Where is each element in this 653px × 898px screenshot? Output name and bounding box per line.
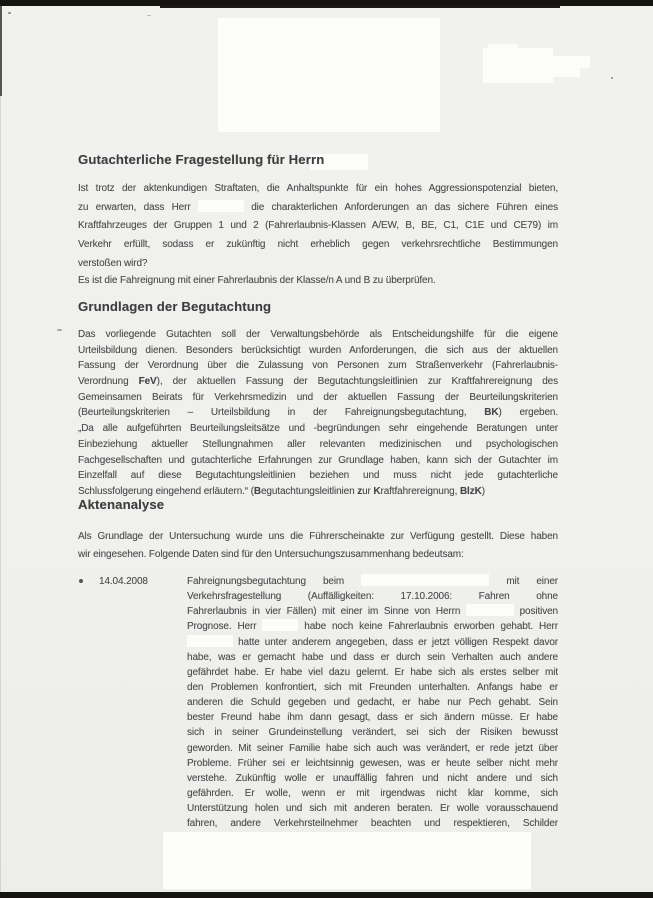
paragraph-grundlagen [78, 327, 558, 500]
text-line [78, 199, 558, 218]
text-segment: ur [362, 485, 374, 497]
text-segment: hatte unter anderem angegeben, dass er jetzt völligen Respekt davor [238, 636, 558, 648]
text-segment: ) [481, 485, 485, 497]
text-line [187, 604, 558, 619]
text-segment: raftfahrereignung, [380, 485, 460, 497]
text-segment: positiven [519, 606, 558, 618]
text-segment: die charakterlichen Anforderungen an das sichere Führen eines [251, 201, 558, 213]
text-line [187, 619, 558, 634]
text-segment: egutachtungsleitlinien [260, 485, 358, 497]
text-line: sich in seiner Grundeinstellung verändert, sei sich der Risiken bewusst [187, 727, 558, 739]
heading-aktenanalyse: Aktenanalyse [78, 497, 165, 512]
text-segment: Fahrerlaubnis in vier Fällen) mit einer im Sinne von Herrn [187, 606, 461, 618]
text-line: wir eingesehen. Folgende Daten sind für den Untersuchungszusammenhang bedeutsam: [78, 548, 464, 560]
redaction-inline-name [198, 200, 244, 212]
text-segment: Fahreignungsbegutachtung beim [187, 576, 345, 587]
scan-speck [8, 12, 11, 14]
text-line: geworden. Mit seiner Familie habe sich auch was verändert, er rede jetzt über [187, 742, 558, 754]
text-line: habe, was er gemacht habe und dass er durch sein Verhalten auch andere [187, 651, 558, 663]
text-segment: habe noch keine Fahrerlaubnis erworben gehabt. Herr [304, 621, 558, 633]
text-line: verstehe. Zukünftig wolle er unauffällig fahren und nicht andere und sich [187, 772, 558, 784]
text-line: den Problemen konfrontiert, sich mit Freunden unterhalten. Anfangs habe er [187, 681, 558, 693]
text-line: verstoßen wird? [78, 257, 148, 269]
text-line: Urteilsbildung dienen. Besonders berücksichtigt wurden Anforderungen, die sich aus der aktuellen [78, 344, 558, 356]
text-segment: Schlussfolgerung eingehend erläutern.“ ( [78, 485, 254, 497]
redaction-inline-name [187, 635, 233, 647]
redaction-box-letterhead [218, 18, 440, 132]
text-line: Kraftfahrzeuges der Gruppen 1 und 2 (Fahrerlaubnis-Klassen A/EW, B, BE, C1, C1E und CE79) im [78, 220, 558, 232]
entry-date: 14.04.2008 [99, 576, 148, 587]
redaction-box-address [553, 56, 590, 68]
text-line: Als Grundlage der Untersuchung wurde uns die Führerscheinakte zur Verfügung gestellt. Diese haben [78, 531, 558, 542]
abbreviation-bk: BK [484, 407, 499, 419]
record-entry [78, 574, 558, 831]
entry-text [187, 574, 558, 831]
text-line [187, 574, 558, 589]
paragraph-fragestellung [78, 180, 558, 273]
text-segment: Verordnung [78, 376, 139, 388]
text-line: Probleme. Früher sei er leichtsinnig gewesen, was er heute selber nicht mehr [187, 757, 558, 769]
redaction-box-address [553, 68, 580, 77]
redaction-inline-authority [361, 574, 489, 586]
scan-speck [57, 329, 62, 331]
text-line: bester Freund habe ihm dann gesagt, dass er sich ändern müsse. Er habe [187, 712, 558, 724]
text-segment: ), der aktuellen Fassung der Begutachtungsleitlinien zur Kraftfahrereignung des [156, 376, 558, 388]
text-line [78, 374, 558, 390]
text-line: „Da alle aufgeführten Beurteilungsleitsätze und -begründungen sehr eingehende Beratungen unter [78, 423, 558, 435]
text-segment: Prognose. Herr [187, 621, 257, 633]
text-line [187, 635, 558, 650]
text-line: gefährdet habe. Er habe viel dazu gelernt. Er habe sich als erstes selber mit [187, 666, 558, 678]
text-line: Ist trotz der aktenkundigen Straftaten, die Anhaltspunkte für ein hohes Aggressionspotenzial bieten, [78, 183, 558, 194]
text-line: fahren, andere Verkehrsteilnehmer beachten und respektieren, Schilder [187, 818, 558, 830]
text-line: gefährden. Er wolle, wenn er mit irgendwas nicht klar komme, sich [187, 787, 558, 799]
bullet-icon [79, 579, 83, 583]
scan-speck [611, 77, 613, 79]
text-line: Einzelfall auf diese Begutachtungsleitlinien beziehen und muss nicht jede gutachterliche [78, 470, 558, 482]
text-segment: zu erwarten, dass Herr [78, 201, 191, 213]
text-segment: (Beurteilungskriterien – Urteilsbildung in der Fahreignungsbegutachtung, [78, 407, 485, 419]
scan-edge-top-irregular [160, 6, 560, 8]
scan-speck [147, 15, 151, 16]
scan-edge-left [0, 6, 2, 96]
text-line: anderen die Schuld gegeben und gedacht, er habe nur Pech gehabt. Sein [187, 697, 558, 709]
redaction-box-address [483, 48, 553, 83]
text-segment: ) ergeben. [498, 407, 558, 419]
text-line: Fassung der Verordnung über die Zulassung von Personen zum Straßenverkehr (Fahrerlaubnis- [78, 360, 558, 372]
text-segment: mit einer [506, 576, 558, 587]
abbreviation-blzk-z: z [357, 485, 363, 497]
text-line: Unterstützung holen und sich mit anderen beraten. Er wolle vorausschauend [187, 803, 558, 815]
abbreviation-fev: FeV [138, 376, 157, 388]
text-line: Einbeziehung aktueller Stellungnahmen aller relevanten medizinischen und psychologischen [78, 438, 558, 450]
scan-edge-bottom [0, 892, 653, 898]
text-line: Fachgesellschaften und gutachterliche Erfahrungen zur Grundlage haben, kann sich der Gutachter im [78, 454, 558, 466]
abbreviation-blzk-k: K [373, 485, 381, 497]
text-line: Gemeinsamen Beirats für Verkehrsmedizin und der aktuellen Fassung der Beurteilungskriterien [78, 391, 558, 403]
abbreviation-blzk: BlzK [459, 485, 482, 497]
text-line [78, 405, 558, 421]
check-line: Es ist die Fahreignung mit einer Fahrerlaubnis der Klasse/n A und B zu überprüfen. [78, 275, 436, 286]
text-line: Verkehr erfüllt, sodass er zukünftig nicht erheblich gegen verkehrsrechtliche Bestimmungen [78, 239, 558, 251]
paragraph-aktenanalyse [78, 528, 558, 563]
text-line: Das vorliegende Gutachten soll der Verwaltungsbehörde als Entscheidungshilfe für die eigene [78, 329, 558, 340]
redaction-box-bottom [163, 832, 531, 889]
heading-fragestellung: Gutachterliche Fragestellung für Herrn [78, 152, 325, 167]
redaction-inline-name [262, 619, 298, 631]
redaction-inline-name [466, 604, 514, 616]
scan-edge-left-faint [0, 96, 1, 892]
text-line: Verkehrsfragestellung (Auffälligkeiten: 17.10.2006: Fahren ohne [187, 591, 558, 603]
abbreviation-blzk-b: B [253, 485, 261, 497]
heading-grundlagen: Grundlagen der Begutachtung [78, 299, 272, 314]
